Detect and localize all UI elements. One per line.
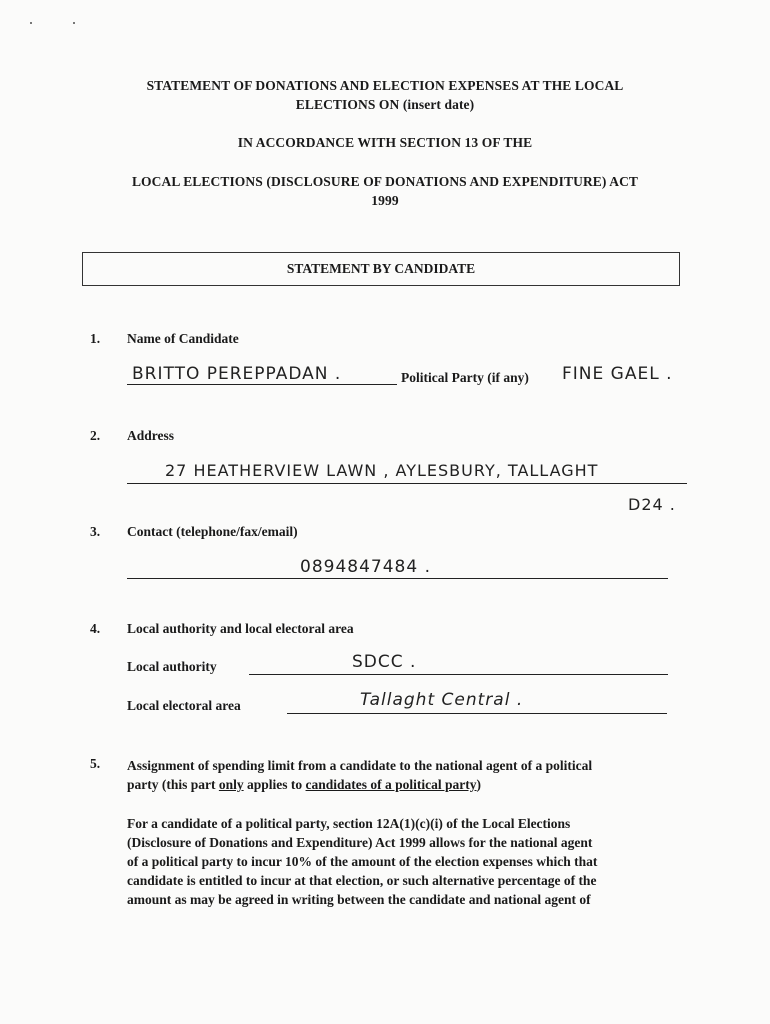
section-5-label-line1: Assignment of spending limit from a candidate to the national agent of a political [127, 758, 593, 773]
box-title: STATEMENT BY CANDIDATE [286, 261, 476, 276]
section-1-label: Name of Candidate [127, 331, 239, 346]
local-electoral-area-value: Tallaght Central . [360, 690, 524, 710]
form-title-line2: ELECTIONS ON (insert date) [295, 97, 475, 112]
local-authority-value: SDCC . [352, 652, 417, 672]
contact-line[interactable] [127, 578, 668, 579]
body-line: of a political party to incur 10% of the amount of the election expenses which that [127, 854, 598, 869]
statement-by-candidate-box [82, 252, 680, 286]
form-subtitle: IN ACCORDANCE WITH SECTION 13 OF THE [237, 135, 533, 150]
local-authority-label: Local authority [127, 659, 217, 674]
local-authority-line[interactable] [249, 674, 668, 675]
section-5-number: 5. [90, 756, 101, 771]
act-year: 1999 [371, 193, 399, 208]
body-line: amount as may be agreed in writing between the candidate and national agent of [127, 892, 591, 907]
section-5-label-only: only [218, 777, 244, 792]
section-5-label-candidates: candidates of a political party [305, 777, 477, 792]
political-party-value: FINE GAEL . [562, 364, 673, 384]
section-5-label [127, 756, 682, 794]
act-title: LOCAL ELECTIONS (DISCLOSURE OF DONATIONS AND EXPENDITURE) ACT [131, 174, 639, 189]
body-line: (Disclosure of Donations and Expenditure) Act 1999 allows for the national agent [127, 835, 593, 850]
section-5-label-end: ) [476, 777, 482, 792]
section-4-number: 4. [90, 621, 101, 636]
local-electoral-area-label: Local electoral area [127, 698, 241, 713]
section-3-label: Contact (telephone/fax/email) [127, 524, 298, 539]
section-3-number: 3. [90, 524, 101, 539]
political-party-label: Political Party (if any) [401, 370, 529, 385]
local-electoral-area-line[interactable] [287, 713, 667, 714]
section-5-body [127, 814, 682, 909]
section-2-number: 2. [90, 428, 101, 443]
scan-speck [73, 22, 75, 24]
section-2-label: Address [127, 428, 175, 443]
candidate-name-line[interactable] [127, 384, 397, 385]
body-line: For a candidate of a political party, section 12A(1)(c)(i) of the Local Elections [127, 816, 571, 831]
section-5-label-mid: applies to [243, 777, 306, 792]
candidate-name-value: BRITTO PEREPPADAN . [132, 364, 342, 384]
body-line: candidate is entitled to incur at that election, or such alternative percentage of the [127, 873, 597, 888]
address-line[interactable] [127, 483, 687, 484]
address-line2-value: D24 . [628, 495, 676, 514]
section-5-label-pre: party (this part [127, 777, 219, 792]
scan-speck [30, 22, 32, 24]
section-1-number: 1. [90, 331, 101, 346]
contact-value: 0894847484 . [300, 557, 431, 577]
form-title-line1: STATEMENT OF DONATIONS AND ELECTION EXPENSES AT THE LOCAL [146, 78, 624, 93]
section-4-label: Local authority and local electoral area [127, 621, 354, 636]
address-line1-value: 27 HEATHERVIEW LAWN , AYLESBURY, TALLAGHT [165, 461, 599, 480]
